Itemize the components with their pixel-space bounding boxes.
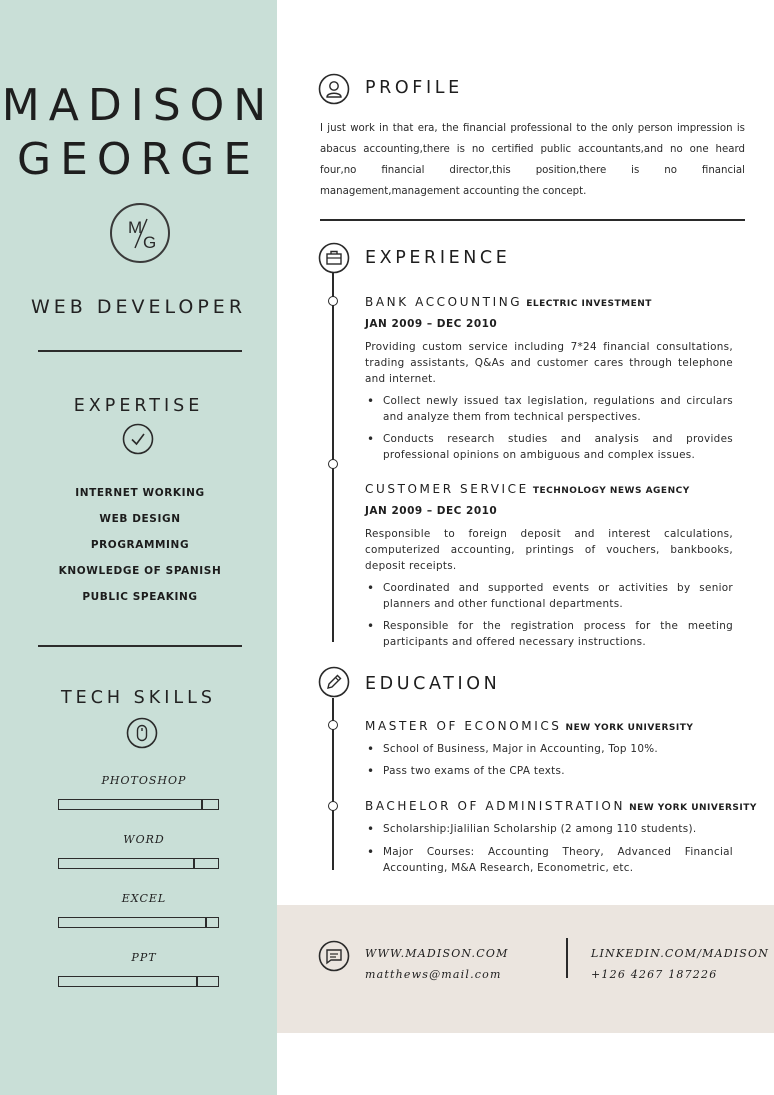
education-heading: EDUCATION <box>365 674 501 694</box>
profile-text: I just work in that era, the financial professional to the only person impression is abacus accounting,there is no certified public accountants,and no one heard four,no financial director,this position,there is no financial management,management accounting the concept. <box>320 123 745 197</box>
message-icon <box>318 940 350 972</box>
degree-org: NEW YORK UNIVERSITY <box>629 803 757 813</box>
skill-label: PHOTOSHOP <box>101 774 187 787</box>
skill-label: EXCEL <box>121 892 167 905</box>
job-title-text: BANK ACCOUNTING <box>365 295 523 309</box>
job-summary: Responsible to foreign deposit and interest calculations, computerized accounting, printings of vouchers, bankbooks, deposit receipts. <box>365 528 733 572</box>
expertise-heading: EXPERTISE <box>73 396 204 416</box>
skill-level-marker <box>196 976 198 987</box>
degree-bullet: • Major Courses: Accounting Theory, Advanced Financial Accounting, M&A Research, Econometric, etc. <box>383 844 733 876</box>
job-bullet: • Collect newly issued tax legislation, regulations and circulars and analyze them from technical perspectives. <box>383 393 733 425</box>
divider <box>38 645 242 647</box>
skill-label: PPT <box>131 951 157 964</box>
expertise-list <box>0 486 280 616</box>
phone-number: +126 4267 187226 <box>591 968 718 981</box>
degree-title-text: MASTER OF ECONOMICS <box>365 719 562 733</box>
degree-bullet: • Pass two exams of the CPA texts. <box>383 763 733 779</box>
tech-skills-heading: TECH SKILLS <box>60 688 217 708</box>
degree-org: NEW YORK UNIVERSITY <box>565 723 694 733</box>
divider <box>566 938 568 978</box>
timeline-dot <box>328 801 338 811</box>
monogram-logo <box>110 203 170 263</box>
expertise-item: PROGRAMMING <box>90 539 190 551</box>
job-title-text: CUSTOMER SERVICE <box>365 482 529 496</box>
user-icon <box>318 73 350 105</box>
degree-bullet: • School of Business, Major in Accounting, Top 10%. <box>383 741 733 757</box>
timeline-dot <box>328 720 338 730</box>
skill-bar <box>58 917 219 928</box>
pencil-icon <box>318 666 350 698</box>
job-date: JAN 2009 – DEC 2010 <box>365 505 498 517</box>
monogram-initial-top: M <box>128 218 143 237</box>
monogram-initial-bottom: G <box>143 233 157 252</box>
degree-title <box>365 719 693 733</box>
job-date: JAN 2009 – DEC 2010 <box>365 318 498 330</box>
website-link[interactable]: WWW.MADISON.COM <box>365 947 509 960</box>
linkedin-link[interactable]: LINKEDIN.COM/MADISON <box>591 947 770 960</box>
skill-label: WORD <box>123 833 165 846</box>
mouse-icon <box>126 717 156 747</box>
timeline-line <box>332 272 334 642</box>
timeline-dot <box>328 296 338 306</box>
degree-bullet: • Scholarship:Jialilian Scholarship (2 among 110 students). <box>383 821 733 837</box>
check-circle-icon <box>122 423 152 453</box>
job-entry-title <box>365 295 652 309</box>
job-summary: Providing custom service including 7*24 financial consultations, trading assistants, Q&As and customer cares through telephone and internet. <box>365 341 733 385</box>
briefcase-icon <box>318 242 350 274</box>
job-org: ELECTRIC INVESTMENT <box>526 299 652 309</box>
expertise-item: PUBLIC SPEAKING <box>82 591 198 603</box>
experience-heading: EXPERIENCE <box>365 248 511 268</box>
job-org: TECHNOLOGY NEWS AGENCY <box>532 486 690 496</box>
skill-bar <box>58 858 219 869</box>
timeline-dot <box>328 459 338 469</box>
profile-heading: PROFILE <box>365 78 463 98</box>
job-bullet: • Coordinated and supported events or activities by senior planners and other functional departments. <box>383 580 733 612</box>
degree-title <box>365 799 757 813</box>
degree-title-text: BACHELOR OF ADMINISTRATION <box>365 799 626 813</box>
expertise-item: WEB DESIGN <box>99 513 181 525</box>
expertise-item: KNOWLEDGE OF SPANISH <box>58 565 222 577</box>
job-bullet: • Conducts research studies and analysis and provides professional opinions on ambiguous and complex issues. <box>383 431 733 463</box>
divider <box>320 219 745 221</box>
skill-level-marker <box>193 858 195 869</box>
last-name: GEORGE <box>17 134 260 185</box>
skill-bar <box>58 799 219 810</box>
email-link[interactable]: matthews@mail.com <box>365 968 502 981</box>
expertise-item: INTERNET WORKING <box>75 487 205 499</box>
divider <box>38 350 242 352</box>
job-title: WEB DEVELOPER <box>30 296 247 318</box>
first-name: MADISON <box>1 80 276 131</box>
skill-level-marker <box>205 917 207 928</box>
job-entry-title <box>365 482 690 496</box>
skill-level-marker <box>201 799 203 810</box>
skill-bar <box>58 976 219 987</box>
job-bullet: • Responsible for the registration process for the meeting participants and offered necessary instructions. <box>383 618 733 650</box>
